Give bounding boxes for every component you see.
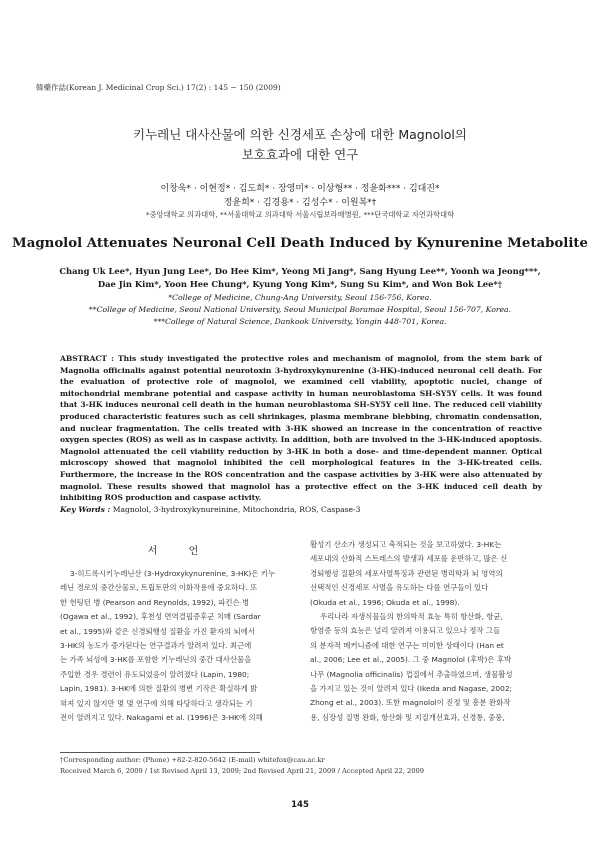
left-col-line: 레닌 경로의 중간산물로, 트립토판의 이화작용에 중요하다. 또 — [60, 583, 258, 593]
right-col-line: 의 분자적 메커니즘에 대한 연구는 미미한 상태이다 (Han et — [310, 640, 504, 650]
korean-authors-line-1: 이창욱* · 이현정* · 김도희* · 장영미* · 이상형** · 정윤화*** · 김대진* — [160, 184, 440, 194]
left-col-line: 3-히드록시키누레닌산 (3-Hydroxykynurenine, 3-HK)은 키누 — [70, 569, 276, 578]
english-affiliation-1: *College of Medicine, Chung-Ang University, Seoul 156-756, Korea. — [168, 293, 432, 302]
abstract-label: ABSTRACT : — [60, 354, 114, 363]
right-col-line: al., 2006; Lee et al., 2005). 그 중 Magnolol (후박)은 후박 — [310, 655, 512, 665]
section-heading-introduction: 서 언 — [147, 546, 213, 557]
english-affiliation-2: **College of Medicine, Seoul National University, Seoul Municipal Boramae Hospital, Seoul 156-707, Korea. — [88, 305, 512, 314]
left-column — [60, 567, 300, 725]
left-col-line: 혀져 있지 않지만 몇 몇 연구에 의해 타당하다고 생각되는 기 — [60, 698, 253, 708]
english-authors-line-2: Dae Jin Kim*, Yoon Hee Chung*, Kyung Yong Kim*, Sung Su Kim*, and Won Bok Lee*† — [97, 279, 503, 289]
left-col-line: 전이 알려지고 있다. Nakagami et al. (1996)은 3-HK에 의해 — [60, 713, 263, 723]
right-col-line: Zhong et al., 2003). 또한 magnolol이 진정 및 흥분 완화작 — [310, 698, 511, 708]
right-col-line: 활성기 산소가 생성되고 축적되는 것을 보고하였다. 3-HK는 — [310, 540, 502, 549]
right-col-line: 나무 (Magnolia officinalis) 껍질에서 추출하였으며, 생물활성 — [310, 669, 513, 679]
footnote-received-dates: Received March 6, 2009 / 1st Revised April 13, 2009; 2nd Revised April 21, 2009 / Accepted April 22, 2009 — [60, 767, 425, 775]
left-col-line: et al., 1995)와 같은 신경퇴행성 질환을 가진 환자의 뇌에서 — [60, 626, 255, 636]
right-col-line: 우리나라 자생식물들의 한의학적 효능 특히 항산화, 항균, — [320, 612, 504, 622]
journal-citation: 韓藥作誌(Korean J. Medicinal Crop Sci.) 17(2) : 145 − 150 (2009) — [36, 83, 281, 92]
right-col-line: 세포내의 산화적 스트레스의 발생과 세포를 운반하고, 많은 신 — [310, 554, 508, 564]
english-authors-line-1: Chang Uk Lee*, Hyun Jung Lee*, Do Hee Kim*, Yeong Mi Jang*, Sang Hyung Lee**, Yoonh wa Jeong***, — [59, 266, 541, 276]
korean-authors-line-2: 정윤희* · 김경용* · 김성수* · 이원복*† — [223, 198, 377, 208]
left-col-line: 한 헌팅턴 병 (Pearson and Reynolds, 1992), 파킨슨 병 — [60, 597, 250, 607]
footnote-divider — [60, 752, 260, 753]
left-col-line: (Ogawa et al., 1992), 후천성 면역결핍증후군 치매 (Sardar — [60, 612, 261, 622]
right-column — [310, 538, 542, 725]
right-col-line: (Okuda et al., 1996; Okuda et al., 1998). — [310, 597, 460, 607]
right-col-line: 용, 심장성 질병 완화, 항산화 및 지질개선효과, 신경통, 중풍, — [310, 712, 505, 722]
left-col-line: Lapin, 1981). 3-HK에 의한 질환의 병변 기작은 확실하게 밝 — [60, 684, 258, 694]
left-col-line: 는 가족 뇌성에 3-HK를 포함한 키누레닌의 중간 대사산물을 — [60, 655, 252, 665]
keywords-label: Key Words : — [60, 505, 111, 514]
abstract — [60, 353, 542, 504]
korean-title-line-2: 보호효과에 대한 연구 — [241, 147, 359, 162]
left-col-line: 주입한 경우 경련이 유도되었음이 알려졌다 (Lapin, 1980; — [60, 669, 250, 679]
footnote-corresponding-author: †Corresponding author: (Phone) +82-2-820-5642 (E-mail) whitefox@cau.ac.kr — [60, 756, 325, 764]
english-affiliation-3: ***College of Natural Science, Dankook University, Yongin 448-701, Korea. — [153, 317, 447, 326]
keywords — [60, 505, 542, 514]
korean-title-line-1: 키누레닌 대사산물에 의한 신경세포 손상에 대한 Magnolol의 — [133, 127, 467, 142]
right-col-line: 선택적인 신경세포 사멸을 유도하는 다를 연구들이 있다 — [310, 583, 489, 593]
abstract-text: This study investigated the protective roles and mechanism of magnolol, from the stem bark of Magnolia officinalis against potential neurotoxin 3-hydroxykynurenine (3-HK)-induced neuronal cell death. For the evaluation of protective role of magnolol, we examined cell viability, apoptotic nuclei, change of mitochondrial membrane potential and caspase activity in human neuroblastoma SH-SY5Y cells. It was found that 3-HK induces neuronal cell death in the human neuroblastoma SH-SY5Y cell line. The reduced cell viability produced characteristic features such as cell shrinkages, plasma membrane blebbing, chromatin condensation, and nuclear fragmentation. The cells treated with 3-HK showed an increase in the concentration of reactive oxygen species (ROS) as well as in caspase activity. In addition, both are involved in the 3-HK-induced apoptosis. Magnolol attenuated the cell viability reduction by 3-HK in both a dose- and time-dependent manner. Optical microscopy showed that magnolol inhibited the cell morphological features in the 3-HK-treated cells. Furthermore, the increase in the ROS concentration and the caspase activities by 3-HK were also attenuated by magnolol. These results showed that magnolol has a protective effect on the 3-HK induced cell death by inhibiting ROS production and caspase activity. — [60, 354, 542, 503]
right-col-line: 을 가지고 있는 것이 알려져 있다 (Ikeda and Nagase, 2002; — [310, 684, 513, 694]
left-col-line: 3-HK의 농도가 증가된다는 연구결과가 알려져 있다. 최근에 — [60, 641, 252, 651]
korean-affiliations: *중앙대학교 의과대학, **서울대학교 의과대학 서울시립보라매병원, ***단국대학교 자연과학대학 — [145, 210, 455, 219]
english-title: Magnolol Attenuates Neuronal Cell Death Induced by Kynurenine Metabolite — [12, 236, 588, 251]
keywords-text: Magnolol, 3-hydroxykynureinine, Mitochondria, ROS, Caspase-3 — [112, 505, 361, 514]
right-col-line: 항염증 등의 효능은 널리 알려져 이용되고 있으나 정작 그들 — [310, 626, 501, 636]
page-number: 145 — [291, 800, 309, 810]
right-col-line: 경퇴행성 질환의 세포사멸특징과 관련된 병리학과 뇌 영역의 — [310, 568, 503, 578]
